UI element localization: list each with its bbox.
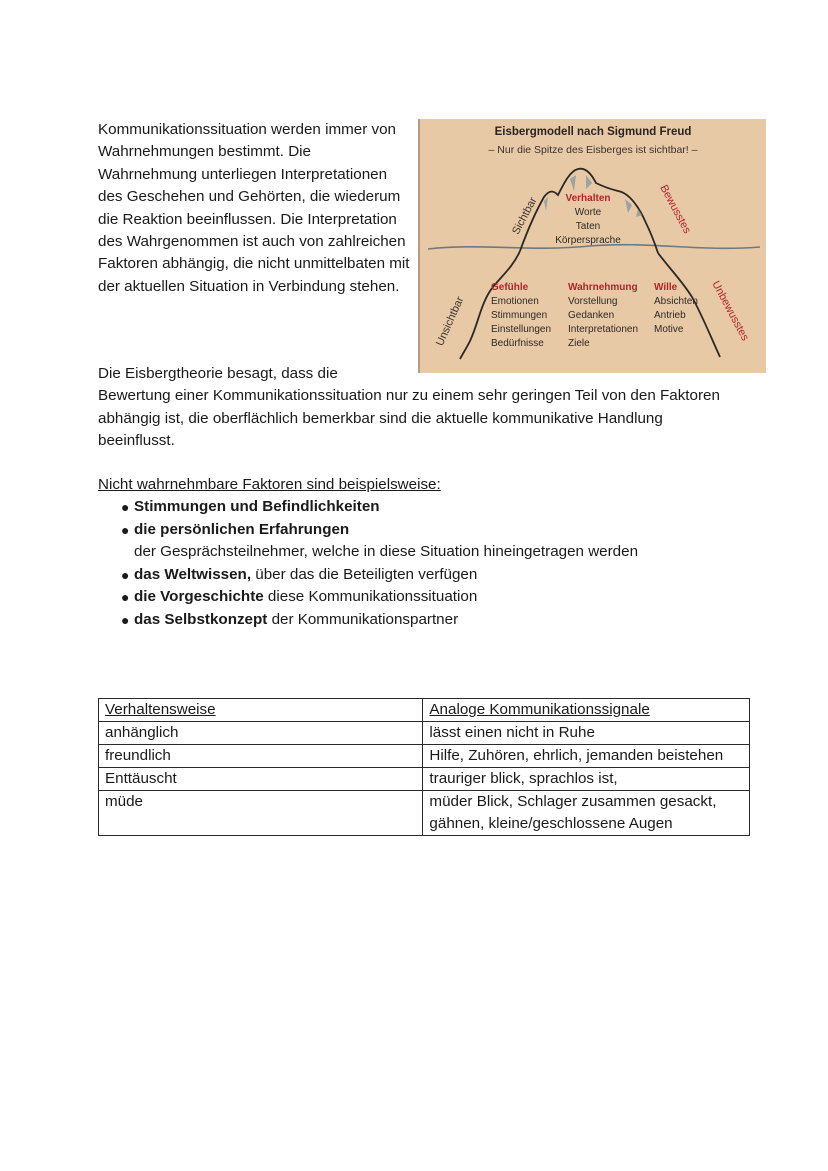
table-cell: Enttäuscht [99,768,423,791]
table-cell: freundlich [99,745,423,768]
list-item [98,586,738,609]
list-item [98,609,738,632]
figure-title: Eisbergmodell nach Sigmund Freud [494,126,692,138]
bullet-icon: ● [121,611,130,628]
column-heading: Wille [654,282,678,293]
column-item: Gedanken [568,310,615,321]
signals-table [98,698,750,836]
column-item: Antrieb [654,310,686,321]
list-item [98,519,738,564]
column-item: Ziele [568,338,590,349]
tip-item: Körpersprache [555,235,621,246]
table-header: Analoge Kommunikationssignale [423,699,750,722]
column-item: Absichten [654,296,698,307]
bullet-icon: ● [121,566,130,583]
table-row [99,722,750,745]
item-rest: der Kommunikationspartner [267,610,459,628]
intro-paragraph [98,119,413,298]
item-rest: diese Kommunikationssituation [263,588,478,606]
item-continuation: der Gesprächsteilnehmer, welche in diese Situation hineingetragen werden [134,543,639,561]
table-row [99,768,750,791]
column-wahrnehmung [568,281,638,351]
table-cell: Hilfe, Zuhören, ehrlich, jemanden beistehen [423,745,750,768]
label-unsichtbar: Unsichtbar [434,294,467,348]
column-heading: Wahrnehmung [568,282,638,293]
column-wille [654,281,698,337]
item-bold: die persönlichen Erfahrungen [134,520,350,538]
list-item [98,496,738,519]
table-row [99,745,750,768]
label-unbewusstes: Unbewusstes [709,279,752,343]
table-row [99,791,750,836]
factors-heading: Nicht wahrnehmbare Faktoren sind beispielsweise: [98,476,441,493]
item-bold: das Selbstkonzept [134,610,268,628]
column-item: Einstellungen [491,324,552,335]
tip-heading: Verhalten [565,193,611,204]
column-gefuehle [491,281,551,351]
item-rest: über das die Beteiligten verfügen [251,565,478,583]
column-item: Emotionen [491,296,539,307]
intro-text: Kommunikationssituation werden immer von Wahrnehmungen bestimmt. Die Wahrnehmung unterliegen Interpretationen des Geschehen und Gehörten, die wiederum die Reaktion beeinflussen. Die Interpretation des Wahrgenommen ist auch von zahlreichen Faktoren abhängig, die nicht unmittelbaten mit der aktuellen Situation in Verbindung stehen. [98,121,410,295]
item-bold: das Weltwissen, [134,565,252,583]
iceberg-model-figure [418,119,766,373]
column-item: Interpretationen [568,324,639,335]
table-cell: lässt einen nicht in Ruhe [423,722,750,745]
table-cell: müder Blick, Schlager zusammen gesackt, gähnen, kleine/geschlossene Augen [423,791,750,836]
theory-rest: Bewertung einer Kommunikationssituation nur zu einem sehr geringen Teil von den Faktoren abhängig ist, die oberflächlich bemerkbar sind die aktuelle kommunikative Handlung beeinflusst. [98,387,720,450]
table-cell: anhänglich [99,722,423,745]
bullet-icon: ● [121,499,130,515]
theory-line-1: Die Eisbergtheorie besagt, dass die [98,365,338,382]
item-bold: die Vorgeschichte [134,588,264,606]
table-header-row [99,699,750,722]
column-item: Vorstellung [568,296,618,307]
figure-subtitle: – Nur die Spitze des Eisberges ist sichtbar! – [488,144,698,156]
column-item: Motive [654,324,684,335]
theory-paragraph [98,363,738,453]
bullet-icon: ● [121,589,130,606]
table-cell: müde [99,791,423,836]
factors-list [98,496,738,632]
column-item: Stimmungen [491,310,548,321]
table-header: Verhaltensweise [99,699,423,722]
item-bold: Stimmungen und Befindlichkeiten [134,498,380,515]
label-sichtbar: Sichtbar [510,195,540,237]
list-item [98,564,738,587]
tip-item: Worte [574,207,602,218]
column-item: Bedürfnisse [491,338,544,349]
column-heading: Gefühle [491,282,529,293]
bullet-icon: ● [121,521,130,538]
tip-item: Taten [575,221,601,232]
tip-column [555,192,621,248]
label-bewusstes: Bewusstes [657,183,693,236]
table-cell: trauriger blick, sprachlos ist, [423,768,750,791]
